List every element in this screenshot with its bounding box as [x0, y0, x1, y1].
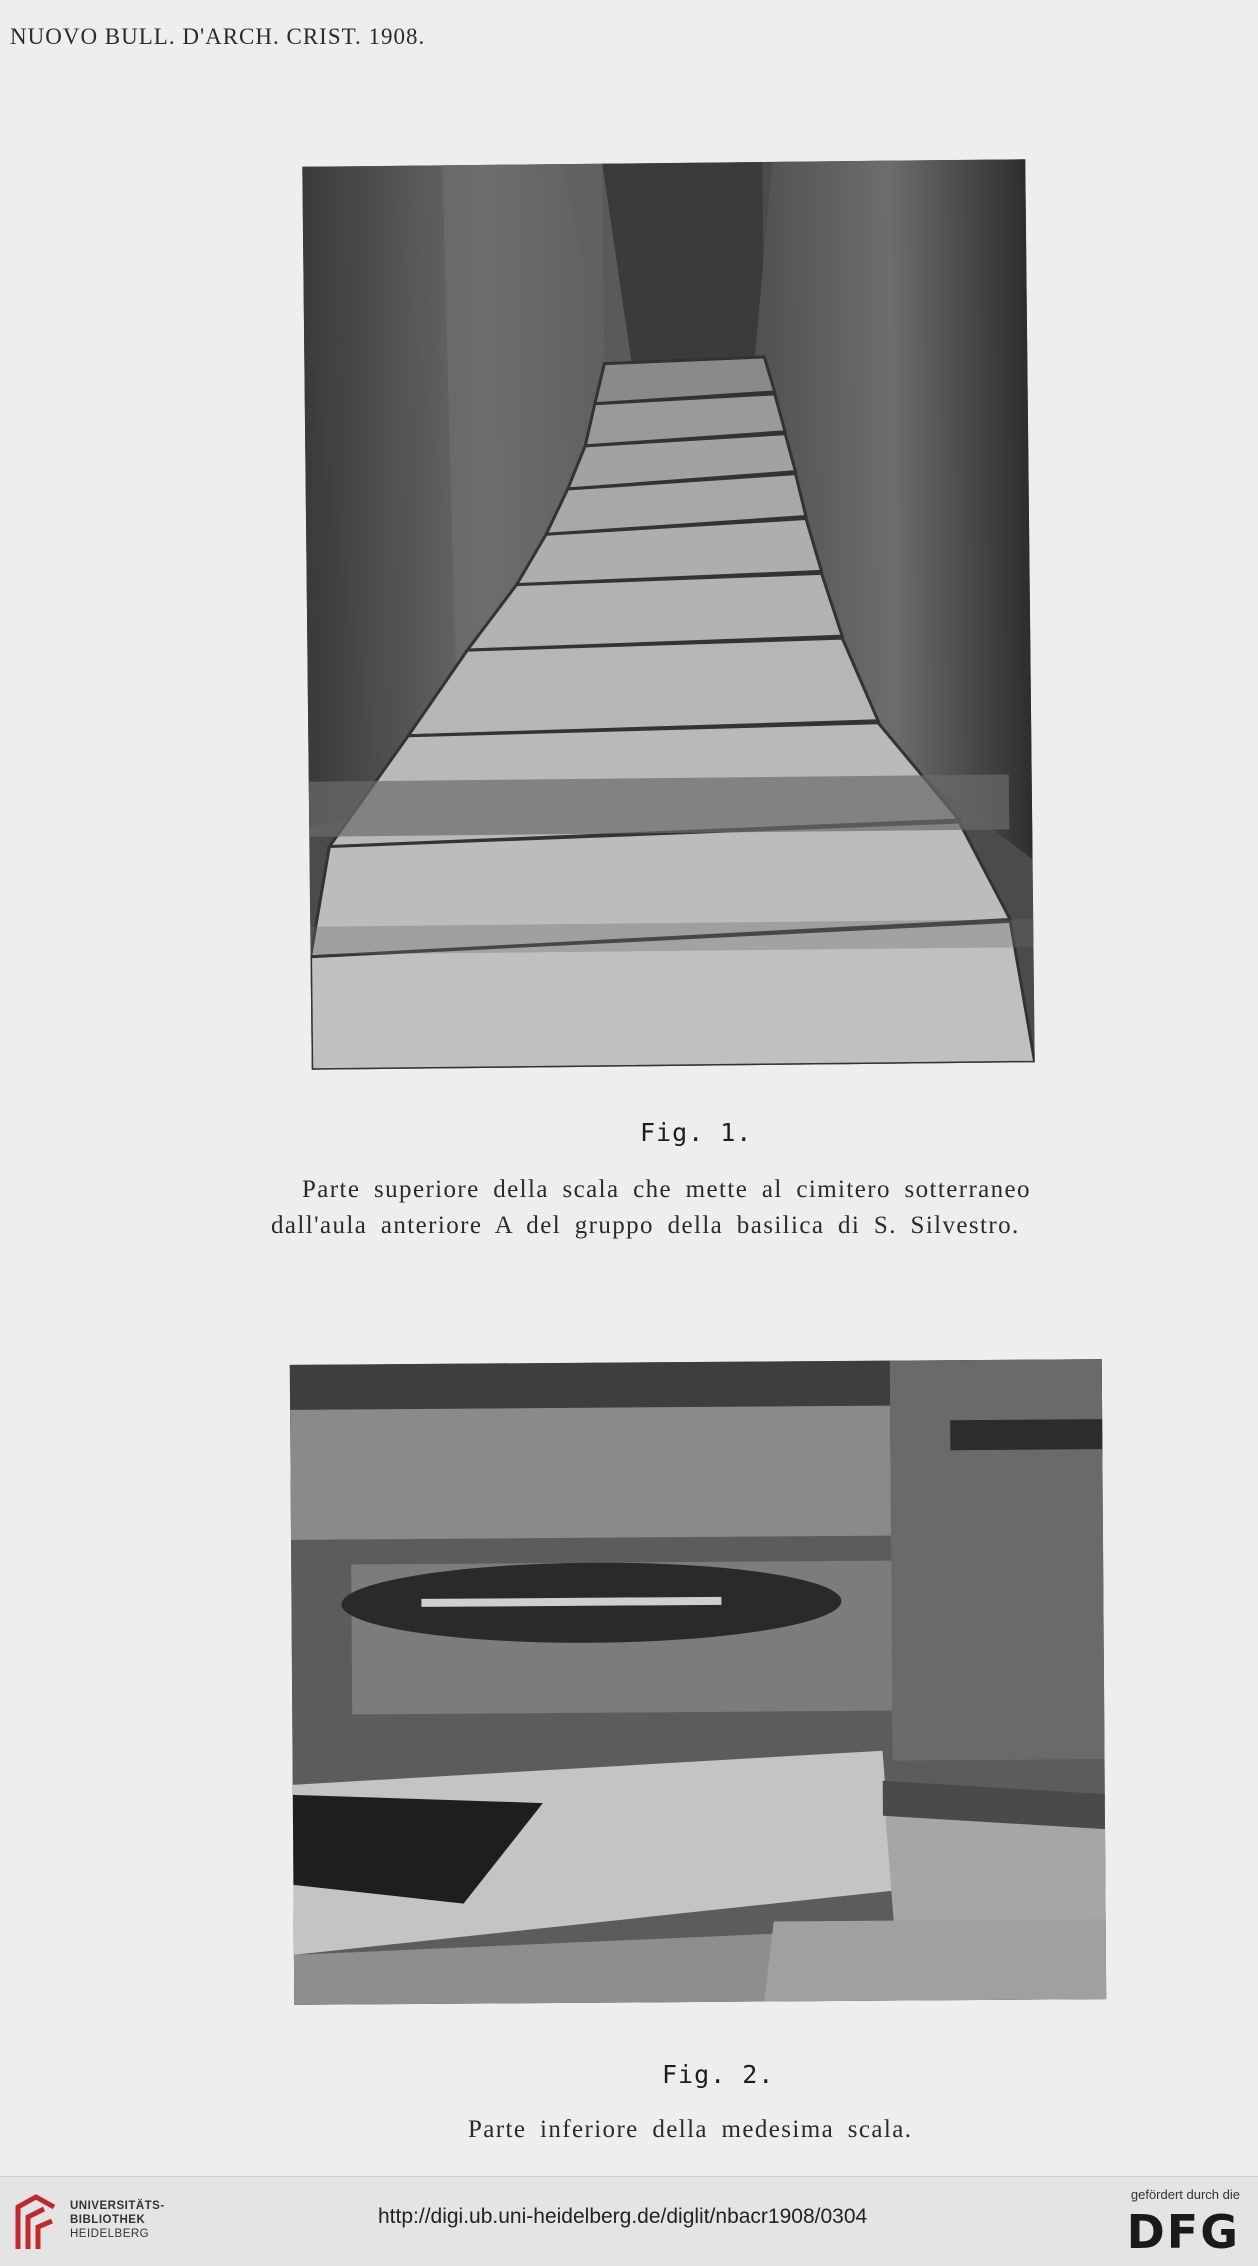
photo-staircase-lower [290, 1359, 1106, 2005]
running-head: NUOVO BULL. D'ARCH. CRIST. 1908. [10, 24, 426, 49]
library-name-line: HEIDELBERG [70, 2228, 150, 2240]
library-name-line: BIBLIOTHEK [70, 2214, 146, 2226]
photo-staircase-upper [302, 159, 1034, 1070]
figure-label: Fig. 1. [640, 1118, 753, 1147]
library-name-line: UNIVERSITÄTS- [70, 2200, 165, 2212]
figure-caption-line: Parte inferiore della medesima scala. [468, 2116, 913, 2143]
digitization-footer [0, 2176, 1258, 2266]
figure-caption-line: dall'aula anteriore A del gruppo della basilica di S. Silvestro. [271, 1212, 1020, 1239]
funded-by-text: gefördert durch die [1130, 2187, 1240, 2202]
figure-label: Fig. 2. [662, 2060, 775, 2089]
permalink-url[interactable]: http://digi.ub.uni-heidelberg.de/diglit/nbacr1908/0304 [378, 2205, 868, 2228]
library-name [70, 2199, 165, 2241]
library-logo-icon [14, 2193, 60, 2253]
figure-caption-line: Parte superiore della scala che mette al cimitero sotterraneo [302, 1176, 1031, 1203]
dfg-logo: DFG [1126, 2205, 1240, 2259]
